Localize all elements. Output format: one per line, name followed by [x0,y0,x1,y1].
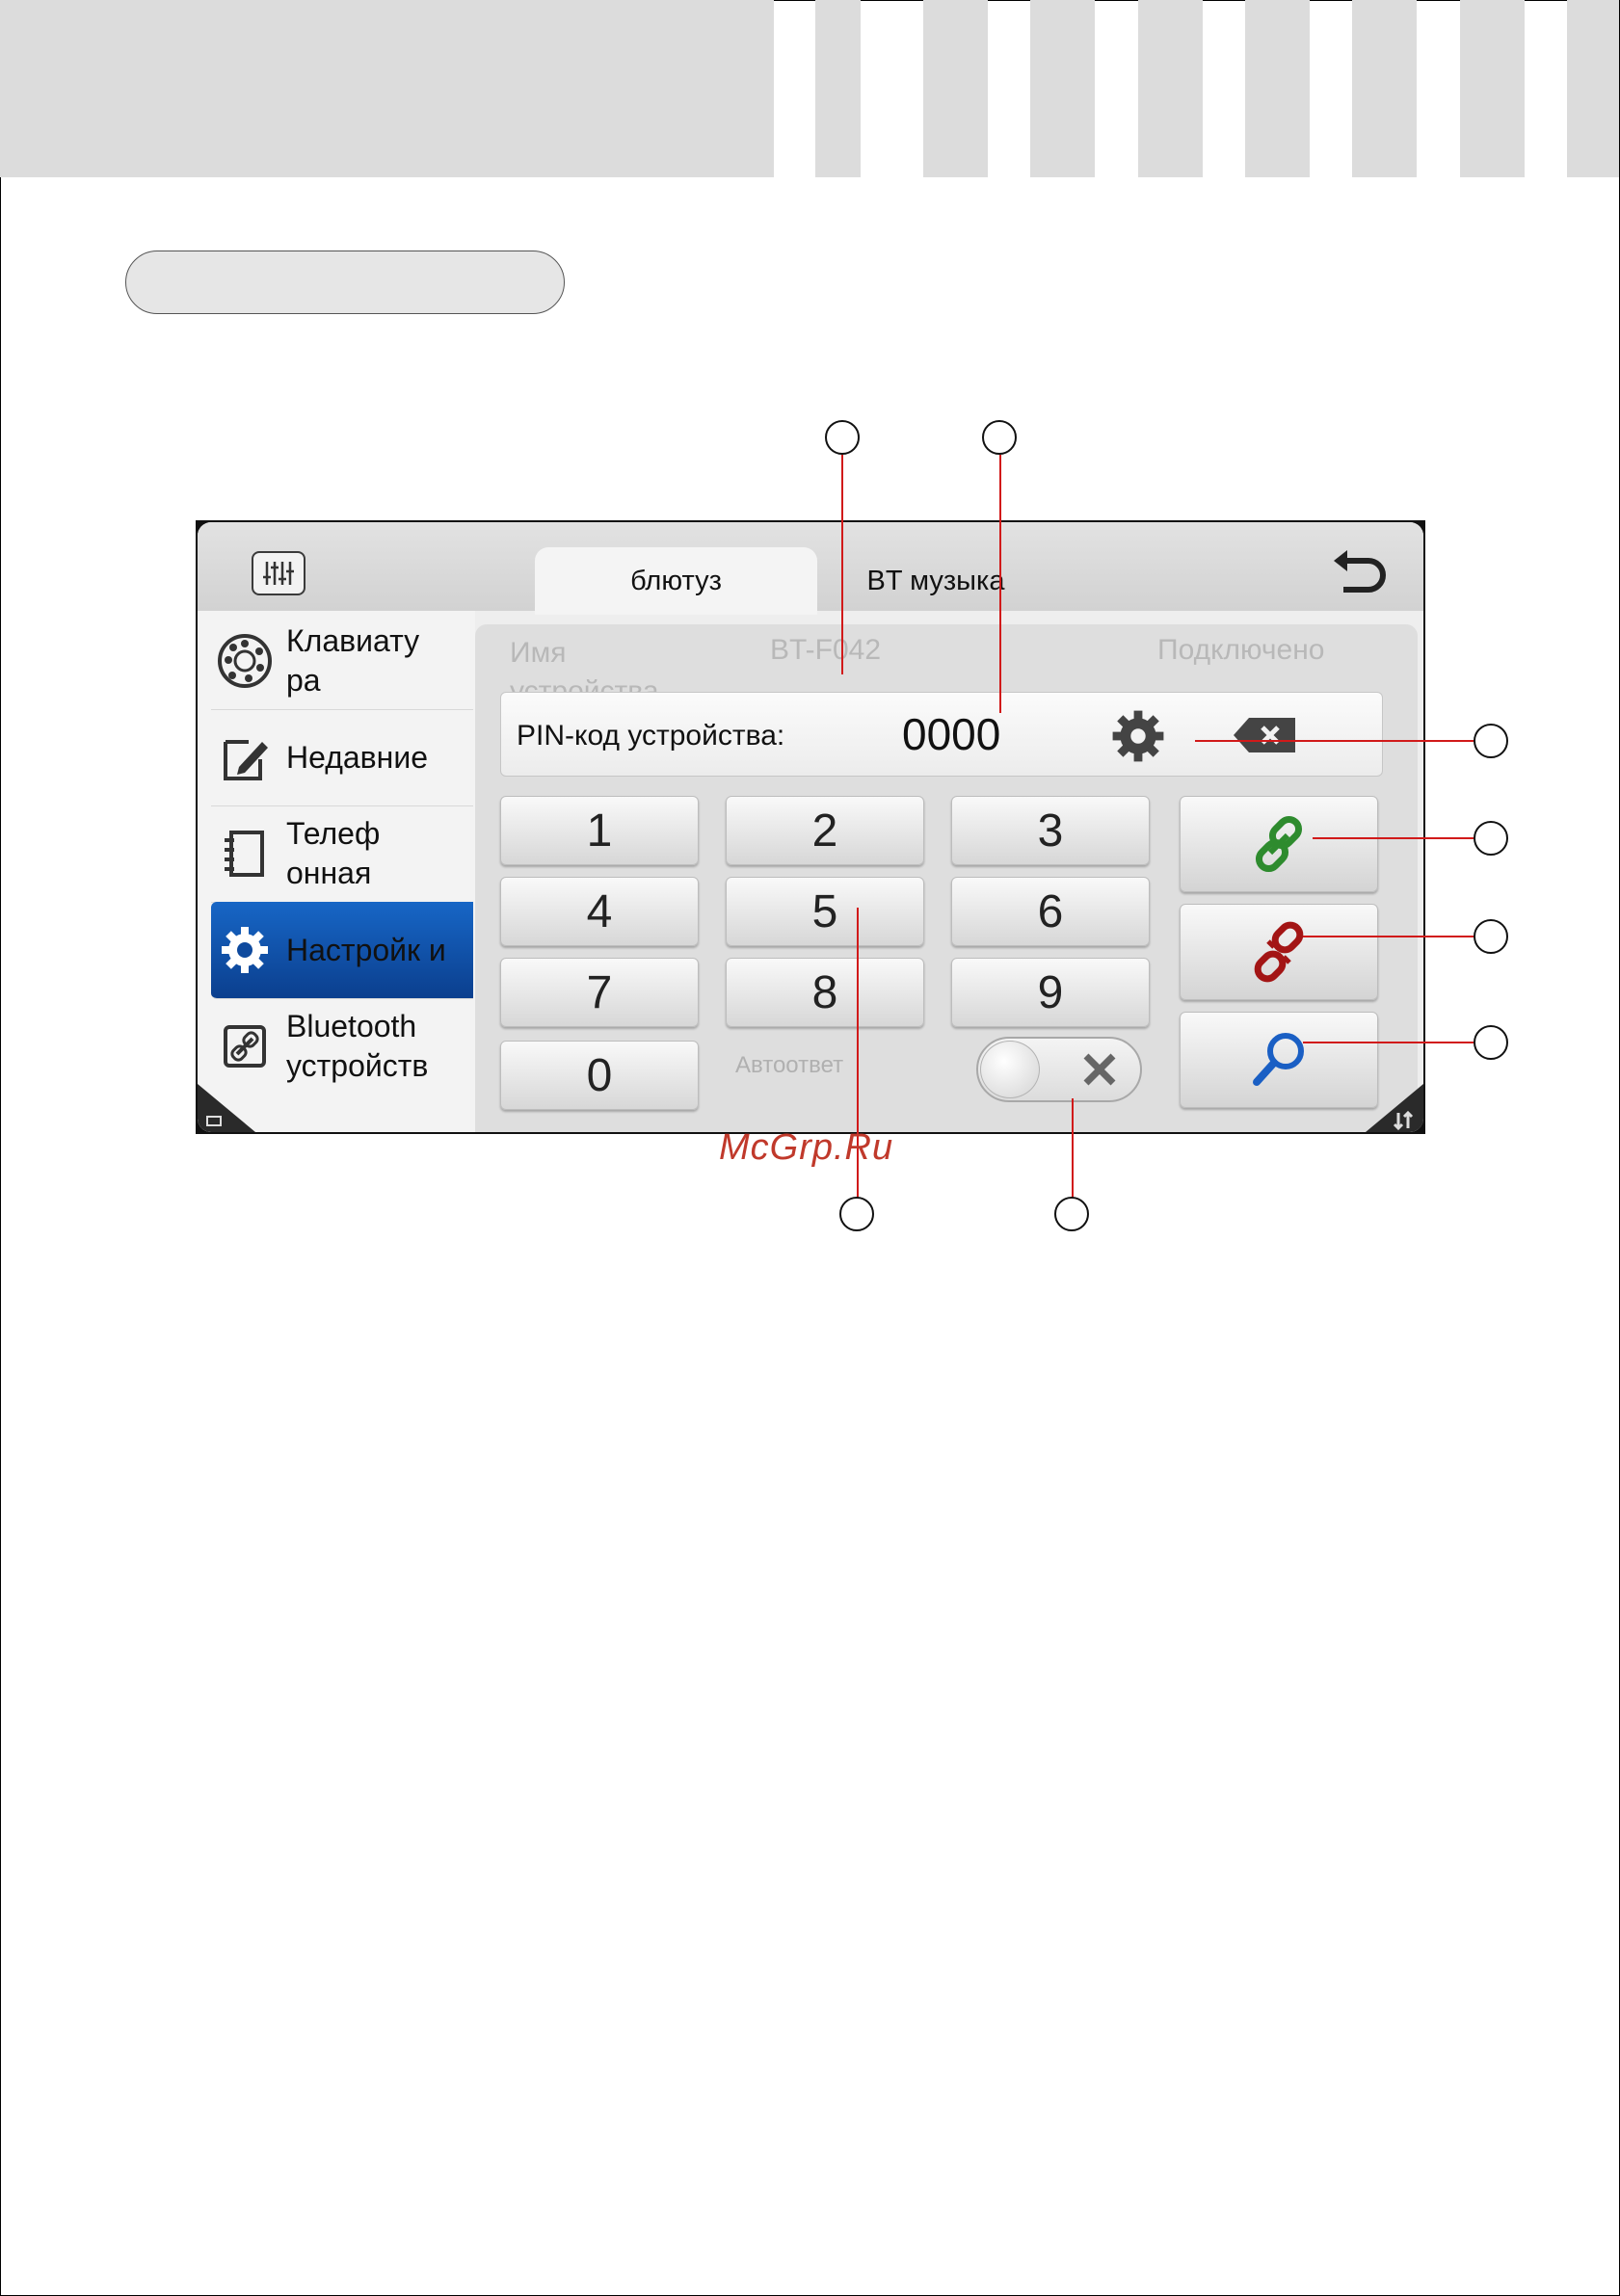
search-button[interactable] [1180,1012,1378,1108]
recent-calls-icon [213,726,277,789]
callout-marker [1474,821,1508,856]
pin-label: PIN-код устройства: [517,720,785,752]
home-corner-button[interactable] [198,1084,255,1132]
section-title-pill [125,251,565,314]
key-0[interactable]: 0 [500,1041,699,1110]
sidebar [198,611,475,1132]
callout-marker [839,1197,874,1231]
watermark: McGrp.Ru [719,1127,894,1168]
header-stripe [1352,0,1417,177]
link-connect-icon [1245,810,1313,878]
search-icon [1245,1026,1313,1094]
header-stripe [1138,0,1203,177]
pin-value[interactable]: 0000 [902,709,1001,759]
dial-icon [213,629,277,693]
header-stripe [1030,0,1095,177]
screen-inner [198,522,1423,1132]
pin-settings-button[interactable] [1106,704,1170,773]
key-3[interactable]: 3 [951,796,1150,865]
device-screen [196,520,1425,1134]
sidebar-item-settings[interactable] [211,902,473,999]
toggle-knob [980,1041,1040,1098]
key-7[interactable]: 7 [500,958,699,1027]
link-disconnect-icon [1245,918,1313,986]
key-2[interactable]: 2 [726,796,924,865]
disconnect-button[interactable] [1180,904,1378,1000]
header-stripe [1245,0,1310,177]
equalizer-icon [261,560,296,587]
key-6[interactable]: 6 [951,877,1150,946]
sidebar-item-bluetooth-devices[interactable] [211,998,473,1095]
header-stripe [923,0,988,177]
sidebar-item-keypad[interactable] [211,613,473,710]
sidebar-item-label: Телеф онная [286,816,381,890]
callout-marker [825,420,860,455]
header-stripe [1567,0,1619,177]
backspace-button[interactable] [1232,716,1299,759]
sidebar-item-label: Bluetooth устройств [286,1009,429,1083]
callout-marker [1474,919,1508,954]
auto-answer-label: Автоответ [735,1052,844,1078]
back-arrow-icon [1330,547,1388,601]
device-name-value: BT-F042 [770,634,882,666]
header-stripe [1460,0,1525,177]
settings-icon [213,918,277,982]
backspace-icon [1232,716,1299,754]
callout-marker [1474,724,1508,758]
callout-marker [1474,1025,1508,1060]
sidebar-item-label: Недавние [286,739,429,775]
bluetooth-devices-icon [213,1015,277,1078]
sidebar-item-recent[interactable] [211,709,473,806]
callout-marker [982,420,1017,455]
tab-bt-music[interactable]: BT музыка [866,565,1005,596]
sidebar-item-label: Клавиату ра [286,623,420,698]
phonebook-icon [213,822,277,885]
gear-icon [1106,704,1170,768]
key-4[interactable]: 4 [500,877,699,946]
pin-box [500,692,1383,777]
callout-marker [1054,1197,1089,1231]
top-bar [198,522,1423,611]
back-button[interactable] [1330,547,1388,601]
device-name-label: Имя [510,637,567,669]
key-9[interactable]: 9 [951,958,1150,1027]
sidebar-item-label: Настройк и [286,932,446,967]
tab-bluetooth[interactable]: блютуз [535,547,817,615]
settings-panel [475,624,1418,1132]
swap-corner-button[interactable] [1366,1084,1423,1132]
header-band [0,0,774,177]
sidebar-item-phonebook[interactable] [211,805,473,903]
connect-button[interactable] [1180,796,1378,892]
key-1[interactable]: 1 [500,796,699,865]
header-stripe [815,0,861,177]
key-5[interactable]: 5 [726,877,924,946]
off-x-icon [1078,1048,1121,1091]
auto-answer-toggle[interactable] [976,1037,1142,1102]
key-8[interactable]: 8 [726,958,924,1027]
equalizer-button[interactable] [252,551,305,595]
connection-status: Подключено [1157,634,1325,666]
